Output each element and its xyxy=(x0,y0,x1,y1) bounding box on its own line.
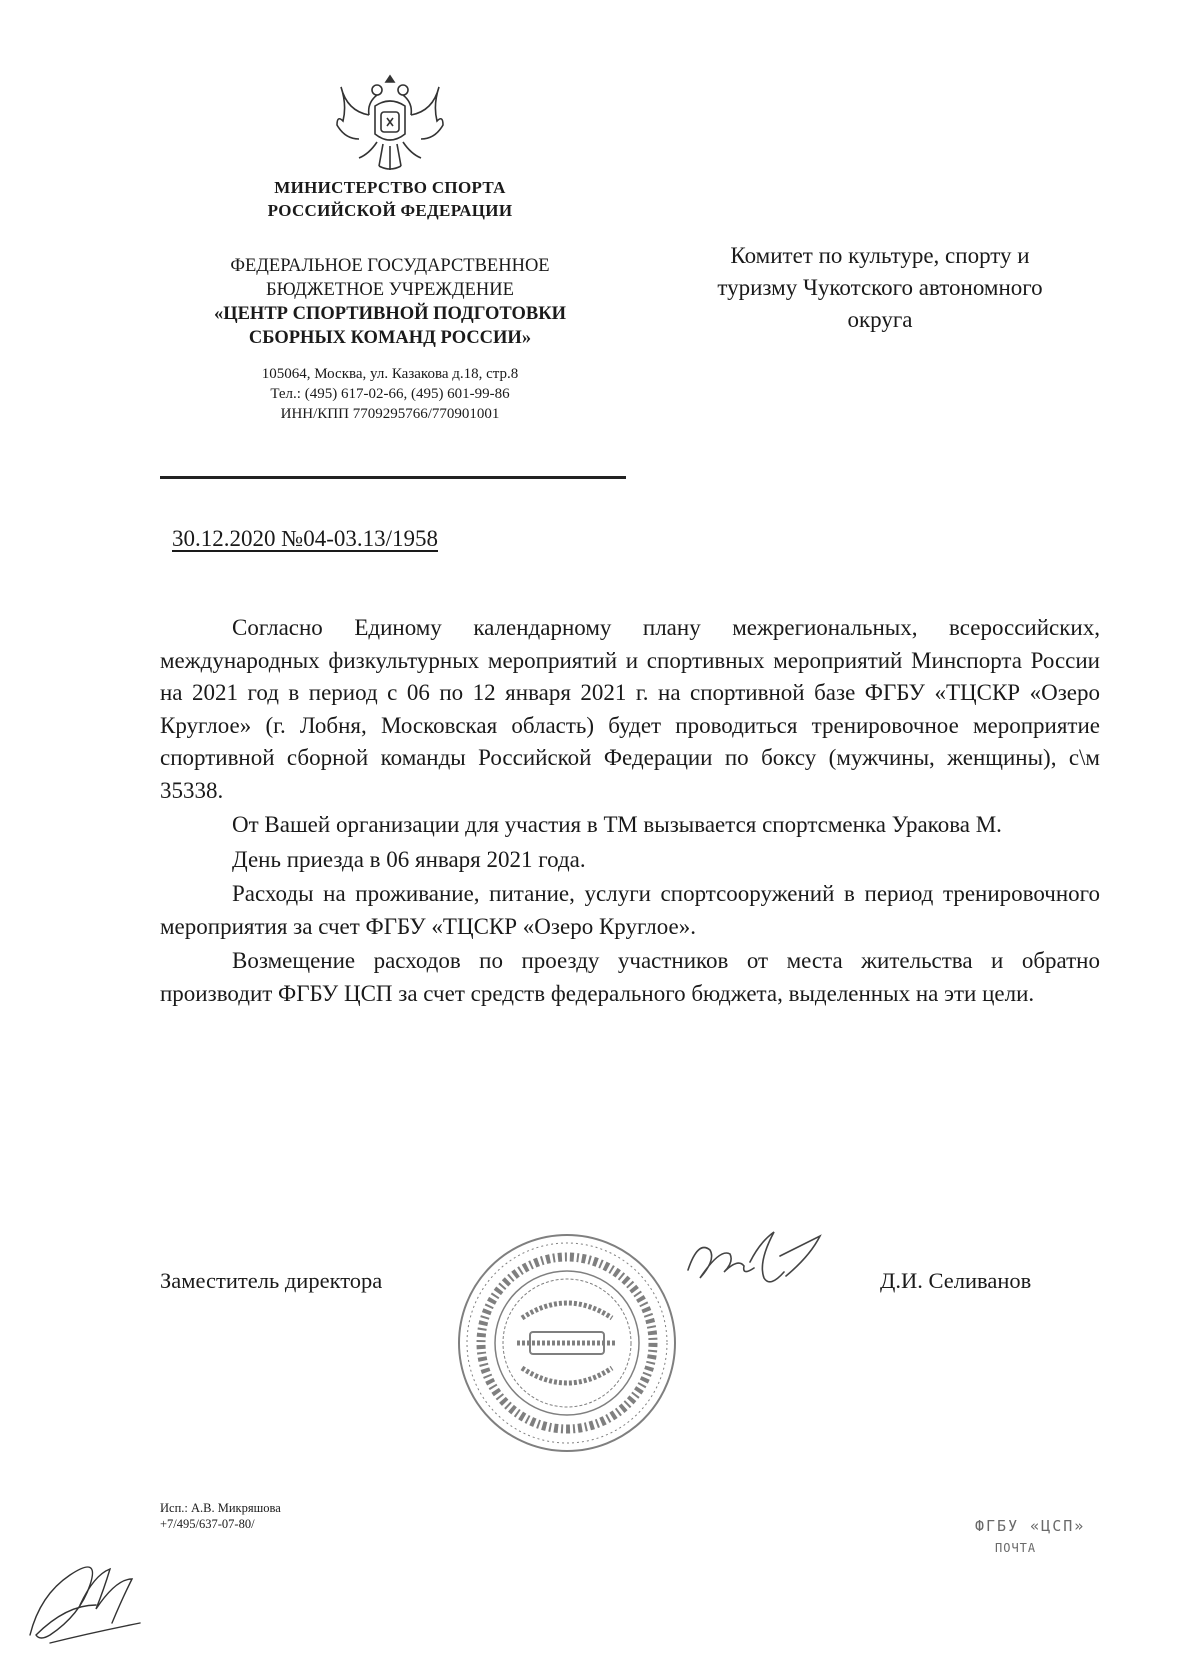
executor-info: Исп.: А.В. Микряшова +7/495/637-07-80/ xyxy=(160,1501,281,1531)
coat-of-arms-icon xyxy=(335,70,445,180)
paragraph: От Вашей организации для участия в ТМ вызывается спортсменка Уракова М. xyxy=(232,812,1002,837)
paragraph: Согласно Единому календарному плану межрегиональных, всероссийских, международных физкультурных мероприятий и спортивных мероприятий Минспорта России на 2021 год в период с 06 по 12 января 2021 г. на спортивной базе ФГБУ «ТЦСКР «Озеро Круглое» (г. Лобня, Московская область) будет проводиться тренировочное мероприятие спортивной сборной команды Российской Федерации по боксу (мужчины, женщины), с\м 35338. xyxy=(160,615,1100,803)
signature-icon xyxy=(680,1222,850,1302)
post-office-stamp: ФГБУ «ЦСП» ПОЧТА xyxy=(975,1517,1086,1555)
seal-stamp-icon xyxy=(452,1228,682,1458)
handwritten-initials-icon xyxy=(20,1545,160,1650)
header-divider xyxy=(160,476,626,479)
paragraph: Возмещение расходов по проезду участников от места жительства и обратно производит ФГБУ ЦСП за счет средств федерального бюджета, выделенных на эти цели. xyxy=(160,948,1100,1006)
signatory-title: Заместитель директора xyxy=(160,1268,383,1293)
organization-name: ФЕДЕРАЛЬНОЕ ГОСУДАРСТВЕННОЕ БЮДЖЕТНОЕ УЧРЕЖДЕНИЕ «ЦЕНТР СПОРТИВНОЙ ПОДГОТОВКИ СБОРНЫХ КОМАНД РОССИИ» xyxy=(213,256,567,348)
signatory-name: Д.И. Селиванов xyxy=(880,1268,1032,1293)
document-number: 30.12.2020 №04-03.13/1958 xyxy=(172,526,438,551)
recipient-block: Комитет по культуре, спорту и туризму Чукотского автономного округа xyxy=(717,243,1043,332)
ministry-name: МИНИСТЕРСТВО СПОРТА РОССИЙСКОЙ ФЕДЕРАЦИИ xyxy=(267,178,513,220)
paragraph: Расходы на проживание, питание, услуги спортсооружений в период тренировочного мероприятия за счет ФГБУ «ТЦСКР «Озеро Круглое». xyxy=(160,881,1100,939)
paragraph: День приезда в 06 января 2021 года. xyxy=(232,846,586,872)
organization-address: 105064, Москва, ул. Казакова д.18, стр.8 Тел.: (495) 617-02-66, (495) 601-99-86 ИНН/КПП 7709295766/770901001 xyxy=(261,366,519,422)
letter-body xyxy=(160,612,1100,1012)
